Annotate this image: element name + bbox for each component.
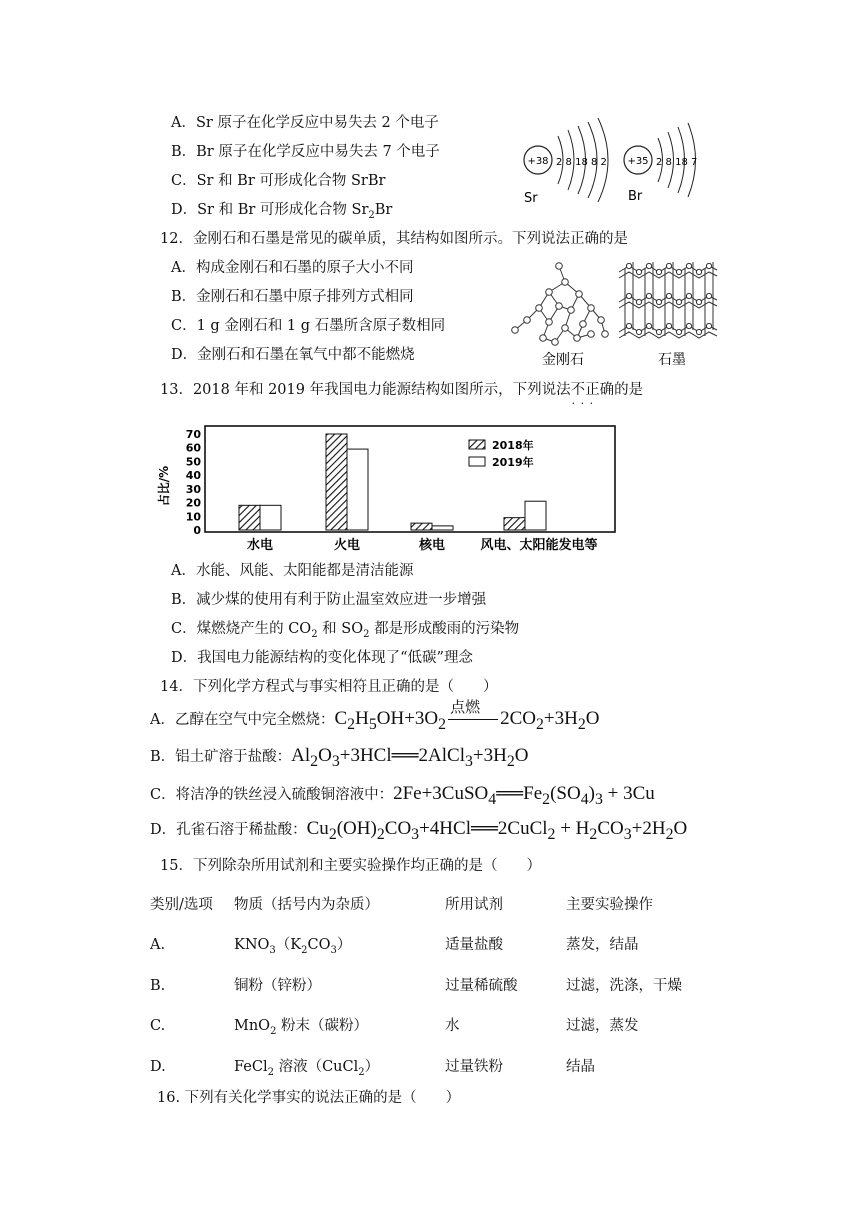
q16-stem: 16. 下列有关化学事实的说法正确的是（ ） xyxy=(157,1090,461,1106)
q12-option-d: D．金刚石和石墨在氧气中都不能燃烧 xyxy=(171,347,415,363)
table-row-a-substance: $KNO_3(K_2CO_3)$ xyxy=(234,937,352,956)
table-row-b-reagent: 过量稀硫酸 xyxy=(445,978,518,994)
bar-2019年-核电 xyxy=(432,526,453,530)
table-row-c-operation: 过滤，蒸发 xyxy=(566,1018,639,1034)
legend-label-2018: 2018年 xyxy=(492,439,534,452)
q11-option-c: C．Sr 和 Br 可形成化合物 SrBr xyxy=(171,173,386,189)
sr-electron-shells: 2 8 18 8 2 xyxy=(556,157,607,168)
legend-swatch-2019 xyxy=(469,457,485,466)
y-tick-label: 20 xyxy=(185,496,201,510)
q13-option-b: B．减少煤的使用有利于防止温室效应进一步增强 xyxy=(171,592,487,608)
q13-stem: 13．2018 年和 2019 年我国电力能源结构如图所示，下列说法不正确 · · ·的是 xyxy=(160,380,643,400)
x-category-label: 水电 xyxy=(246,538,274,553)
legend-swatch-2018 xyxy=(469,440,485,449)
table-row-a-operation: 蒸发，结晶 xyxy=(566,937,639,953)
x-category-label: 火电 xyxy=(333,538,361,553)
graphite-label: 石墨 xyxy=(658,352,686,368)
y-tick-label: 40 xyxy=(185,469,201,483)
sr-nucleus-charge: +38 xyxy=(527,156,549,167)
q11-option-a: A．Sr 原子在化学反应中易失去 2 个电子 xyxy=(171,115,439,131)
table-row-b-operation: 过滤，洗涤，干燥 xyxy=(566,978,682,994)
br-symbol: Br xyxy=(628,189,643,204)
sr-atom-diagram xyxy=(524,118,608,206)
q14-option-d: D．孔雀石溶于稀盐酸：$Cu_2(OH)_2CO_3+4HCl══2CuCl_2 + H_2CO_3+2H_2O$ xyxy=(150,818,688,843)
table-header-substance: 物质（括号内为杂质） xyxy=(234,897,379,913)
chart-legend xyxy=(469,438,534,469)
q11-option-b: B．Br 原子在化学反应中易失去 7 个电子 xyxy=(171,144,440,160)
carbon-structures-figure xyxy=(505,258,720,370)
bar-2019年-火电 xyxy=(347,449,368,530)
diamond-label: 金刚石 xyxy=(542,352,584,368)
table-row-b-substance: 铜粉（锌粉） xyxy=(234,978,321,994)
table-row-a-option: A. xyxy=(150,937,166,953)
diamond-structure xyxy=(512,263,609,346)
table-row-c-option: C. xyxy=(150,1018,166,1034)
q12-option-b: B．金刚石和石墨中原子排列方式相同 xyxy=(171,289,414,305)
power-structure-bar-chart xyxy=(150,420,630,560)
atom-structure-diagrams xyxy=(510,108,710,208)
bar-2019年-水电 xyxy=(260,505,281,530)
y-tick-label: 0 xyxy=(193,524,201,537)
bar-2019年-风电、太阳能发电等 xyxy=(525,501,546,530)
y-tick-label: 50 xyxy=(185,455,201,469)
table-row-c-reagent: 水 xyxy=(445,1018,460,1034)
br-nucleus-charge: +35 xyxy=(627,156,649,167)
table-header-operation: 主要实验操作 xyxy=(566,897,653,913)
q12-option-c: C．1 g 金刚石和 1 g 石墨所含原子数相同 xyxy=(171,318,446,334)
y-tick-label: 60 xyxy=(185,441,201,455)
table-row-a-reagent: 适量盐酸 xyxy=(445,937,503,953)
q14-option-b: B．铝土矿溶于盐酸：$Al_2O_3+3HCl══2AlCl_3+3H_2O$ xyxy=(150,745,529,770)
bar-2018年-水电 xyxy=(239,505,260,530)
bar-2018年-风电、太阳能发电等 xyxy=(504,518,525,530)
q14-option-a: A．乙醇在空气中完全燃烧：$C_2H_5OH+3O_2$ 点燃 $2CO_2+3H_2O$ xyxy=(150,697,600,733)
q13-emphasis: 不正确 · · · xyxy=(571,382,615,398)
y-tick-label: 10 xyxy=(185,510,201,524)
legend-label-2019: 2019年 xyxy=(492,456,534,469)
q15-stem: 15．下列除杂所用试剂和主要实验操作均正确的是（ ） xyxy=(160,858,541,874)
br-atom-diagram xyxy=(624,123,697,204)
br-electron-shells: 2 8 18 7 xyxy=(656,157,698,168)
q13-option-d: D．我国电力能源结构的变化体现了“低碳”理念 xyxy=(171,650,473,666)
q11-option-d: D．Sr 和 Br 可形成化合物 $Sr_2Br$ xyxy=(171,202,393,221)
y-axis-label: 占比/% xyxy=(157,465,171,507)
x-category-label: 风电、太阳能发电等 xyxy=(480,538,598,553)
table-header-reagent: 所用试剂 xyxy=(445,897,503,913)
q14-option-c: C．将洁净的铁丝浸入硫酸铜溶液中：$2Fe+3CuSO_4══Fe_2(SO_4)_3 + 3Cu$ xyxy=(150,783,655,808)
bar-2018年-核电 xyxy=(411,523,432,530)
table-row-d-operation: 结晶 xyxy=(566,1059,595,1075)
table-row-d-substance: FeCl$_2$ 溶液（CuCl$_2$） xyxy=(234,1059,380,1078)
q12-option-a: A．构成金刚石和石墨的原子大小不同 xyxy=(171,260,414,276)
table-header-option: 类别/选项 xyxy=(150,897,213,913)
y-tick-label: 30 xyxy=(185,482,201,496)
table-row-c-substance: MnO$_2$ 粉末（碳粉） xyxy=(234,1018,369,1037)
graphite-structure xyxy=(619,262,717,338)
sr-symbol: Sr xyxy=(524,191,538,206)
q13-option-c: C．煤燃烧产生的 $CO_2$ 和 $SO_2$ 都是形成酸雨的污染物 xyxy=(171,621,520,640)
bar-2018年-火电 xyxy=(326,434,347,530)
q14-stem: 14．下列化学方程式与事实相符且正确的是（ ） xyxy=(160,679,498,695)
table-row-b-option: B. xyxy=(150,978,166,994)
y-tick-label: 70 xyxy=(185,428,201,441)
q12-stem: 12．金刚石和石墨是常见的碳单质，其结构如图所示。下列说法正确的是 xyxy=(160,231,628,247)
x-category-label: 核电 xyxy=(418,538,446,553)
table-row-d-option: D. xyxy=(150,1059,166,1075)
table-row-d-reagent: 过量铁粉 xyxy=(445,1059,503,1075)
q13-option-a: A．水能、风能、太阳能都是清洁能源 xyxy=(171,563,414,579)
